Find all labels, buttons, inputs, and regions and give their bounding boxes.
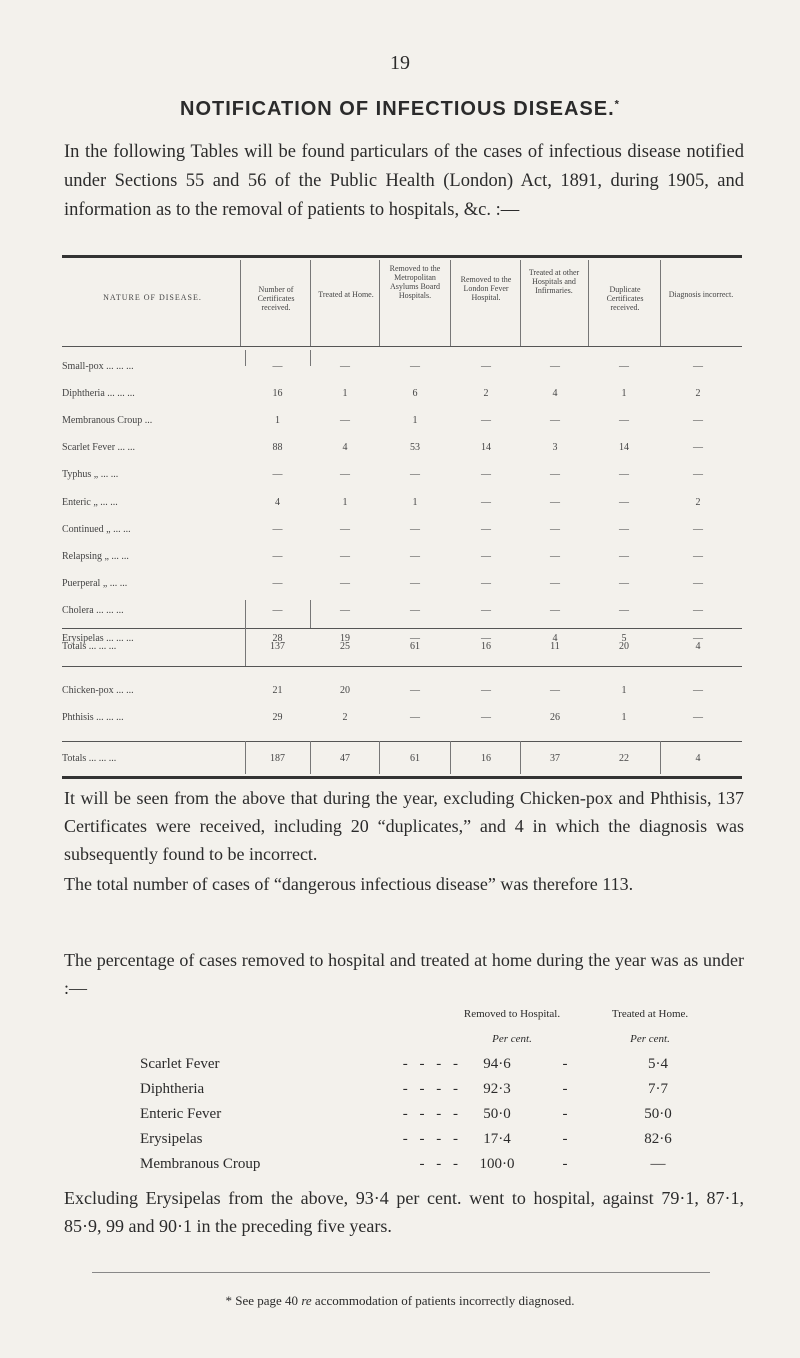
table-cell: — [693, 605, 703, 616]
col-divider [379, 260, 380, 346]
table-cell: — [410, 578, 420, 589]
table-cell: — [550, 361, 560, 372]
table-cell: — [340, 578, 350, 589]
home-value: — [650, 1156, 666, 1172]
table-cell: 28 [272, 633, 283, 644]
table-cell: 137 [270, 641, 285, 652]
table-cell: — [693, 712, 703, 723]
table-cell: — [481, 712, 491, 723]
table-cell: 1 [621, 712, 627, 723]
footnote-text-b: accommodation of patients incorrectly diagnosed. [314, 1293, 575, 1308]
table-cell: 22 [619, 753, 629, 764]
footnote-re: re [301, 1293, 312, 1308]
table-cell: 4 [552, 633, 558, 644]
table-cell: — [550, 415, 560, 426]
table-cell: — [340, 469, 350, 480]
totals-row [62, 641, 742, 661]
table-row [62, 442, 742, 462]
leader-dashes: - - - - [402, 1106, 462, 1122]
table-cell: — [550, 497, 560, 508]
header-nature: NATURE OF DISEASE. [103, 293, 202, 302]
table-cell: — [481, 415, 491, 426]
table-cell: 16 [481, 641, 491, 652]
table-row [62, 605, 742, 625]
table-cell: — [272, 551, 283, 562]
table-row [62, 388, 742, 408]
table-cell: 11 [550, 641, 560, 652]
page-number: 19 [390, 52, 410, 74]
table-cell: — [693, 633, 703, 644]
table-cell: 4 [275, 497, 280, 508]
header-bottom-rule [62, 346, 742, 347]
table-cell: 6 [412, 388, 418, 399]
removed-value: 100·0 [479, 1156, 515, 1172]
col-divider [588, 260, 589, 346]
table-cell: 61 [410, 753, 420, 764]
table-cell: — [410, 361, 420, 372]
table-cell: 1 [342, 388, 348, 399]
table-cell: 2 [483, 388, 489, 399]
disease-label: Erysipelas [140, 1131, 203, 1147]
table-cell: — [410, 551, 420, 562]
pct-head-home: Treated at Home. [611, 1008, 689, 1020]
table-cell: — [693, 524, 703, 535]
header-mab: Removed to the Metropolitan Asylums Board Hospitals. [389, 264, 441, 300]
table-cell: — [410, 605, 420, 616]
row-label: Totals ... ... ... [62, 753, 117, 764]
table-cell: — [410, 524, 420, 535]
table-cell: 21 [272, 685, 283, 696]
pct-sub-home: Per cent. [630, 1033, 670, 1045]
separator-dash: - [562, 1131, 568, 1147]
table-cell: 25 [340, 641, 350, 652]
totals-bottom-rule [62, 666, 742, 667]
table-row [62, 497, 742, 517]
table-cell: — [550, 524, 560, 535]
table-cell: 26 [550, 712, 560, 723]
home-value: 82·6 [644, 1131, 672, 1147]
table-cell: — [272, 469, 283, 480]
table-cell: — [481, 605, 491, 616]
table-cell: — [693, 442, 703, 453]
row-label: Relapsing „ ... ... [62, 551, 129, 562]
table-cell: — [481, 633, 491, 644]
table-cell: — [340, 524, 350, 535]
table-bottom-rule [62, 776, 742, 779]
row-label: Cholera ... ... ... [62, 605, 124, 616]
col-divider [660, 260, 661, 346]
table-cell: — [340, 415, 350, 426]
table-cell: — [550, 469, 560, 480]
table-cell: 37 [550, 753, 560, 764]
table-cell: — [619, 469, 629, 480]
table-cell: 53 [410, 442, 420, 453]
removed-value: 94·6 [483, 1056, 511, 1072]
header-other: Treated at other Hospitals and Infirmaries. [528, 268, 580, 295]
table-top-rule [62, 255, 742, 258]
row-label: Puerperal „ ... ... [62, 578, 128, 589]
table-row [62, 361, 742, 381]
table-cell: — [410, 469, 420, 480]
percentage-row [140, 1156, 740, 1180]
removed-value: 50·0 [483, 1106, 511, 1122]
row-label: Scarlet Fever ... ... [62, 442, 136, 453]
table-row [62, 551, 742, 571]
totals-row [62, 753, 742, 773]
footnote [0, 1293, 800, 1309]
table-cell: — [550, 685, 560, 696]
table-cell: — [410, 712, 420, 723]
disease-label: Diphtheria [140, 1081, 205, 1097]
table-cell: — [481, 578, 491, 589]
col-divider [310, 260, 311, 346]
table-cell: 1 [412, 415, 418, 426]
table-cell: 4 [552, 388, 558, 399]
table-row [62, 712, 742, 732]
table-cell: — [550, 578, 560, 589]
footnote-text-a: See page 40 [235, 1293, 299, 1308]
footnote-mark: * [225, 1293, 232, 1308]
table-cell: 1 [621, 388, 627, 399]
table-cell: — [272, 524, 283, 535]
removed-value: 17·4 [483, 1131, 511, 1147]
totals2-top-rule [62, 741, 742, 742]
table-cell: 14 [619, 442, 629, 453]
table-cell: 2 [342, 712, 348, 723]
intro-paragraph: In the following Tables will be found particulars of the cases of infectious disease notified under Sections 55 and 56 of the Public Health (London) Act, 1891, during 1905, and information as to the removal of patients to hospitals, &c. :— [64, 142, 744, 220]
leader-dashes: - - - - [402, 1081, 462, 1097]
table-row [62, 415, 742, 435]
conclusion-paragraph: Excluding Erysipelas from the above, 93·4 per cent. went to hospital, against 79·1, 87·1, 85·9, 99 and 90·1 in the preceding five years. [64, 1188, 744, 1236]
table-cell: 20 [619, 641, 629, 652]
table-cell: — [693, 685, 703, 696]
table-cell: — [272, 605, 283, 616]
page-title [0, 98, 800, 121]
table-cell: — [550, 551, 560, 562]
table-cell: — [272, 578, 283, 589]
disease-label: Scarlet Fever [140, 1056, 220, 1072]
row-label: Continued „ ... ... [62, 524, 131, 535]
col-divider [520, 260, 521, 346]
pct-sub-removed: Per cent. [492, 1033, 532, 1045]
separator-dash: - [562, 1056, 568, 1072]
separator-dash: - [562, 1156, 568, 1172]
separator-dash: - [562, 1106, 568, 1122]
summary-paragraph: It will be seen from the above that during the year, excluding Chicken-pox and Phthisis, 137 Certificates were received, including 20 “duplicates,” and 4 in which the diagnosis was subsequently found to be incorrect. [64, 788, 744, 864]
table-cell: — [481, 524, 491, 535]
row-label: Erysipelas ... ... ... [62, 633, 134, 644]
table-cell: 29 [272, 712, 283, 723]
table-cell: — [481, 551, 491, 562]
table-cell: — [340, 551, 350, 562]
table-cell: 1 [275, 415, 280, 426]
table-cell: — [481, 497, 491, 508]
table-cell: 16 [272, 388, 283, 399]
footnote-rule [92, 1272, 710, 1273]
table-cell: 2 [695, 388, 701, 399]
leader-dashes: - - - - [402, 1056, 462, 1072]
table-cell: 47 [340, 753, 350, 764]
pct-head-removed: Removed to Hospital. [463, 1008, 561, 1020]
col-divider [450, 260, 451, 346]
table-cell: — [410, 685, 420, 696]
removed-value: 92·3 [483, 1081, 511, 1097]
table-row [62, 469, 742, 489]
percentage-row [140, 1081, 740, 1105]
table-cell: 187 [270, 753, 285, 764]
title-footnote-mark: * [614, 98, 620, 111]
title-text: NOTIFICATION OF INFECTIOUS DISEASE. [180, 98, 615, 120]
table-cell: 2 [695, 497, 701, 508]
header-diagnosis: Diagnosis incorrect. [668, 290, 734, 299]
row-label: Membranous Croup ... [62, 415, 153, 426]
home-value: 5·4 [648, 1056, 668, 1072]
header-lfh: Removed to the London Fever Hospital. [460, 275, 512, 302]
leader-dashes: - - - - [402, 1131, 462, 1147]
percentage-row [140, 1106, 740, 1130]
table-cell: — [619, 497, 629, 508]
row-label: Small-pox ... ... ... [62, 361, 134, 372]
home-value: 7·7 [648, 1081, 668, 1097]
row-label: Phthisis ... ... ... [62, 712, 124, 723]
row-label: Typhus „ ... ... [62, 469, 119, 480]
table-cell: — [550, 605, 560, 616]
table-row [62, 685, 742, 705]
table-cell: — [619, 605, 629, 616]
totals-top-rule [62, 628, 742, 629]
table-cell: 4 [695, 641, 701, 652]
header-duplicate: Duplicate Certificates received. [606, 285, 644, 312]
table-cell: — [481, 361, 491, 372]
table-cell: 16 [481, 753, 491, 764]
row-label: Enteric „ ... ... [62, 497, 118, 508]
table-cell: 1 [621, 685, 627, 696]
table-row [62, 524, 742, 544]
leader-dashes: - - - [419, 1156, 462, 1172]
table-cell: — [693, 578, 703, 589]
table-cell: — [619, 361, 629, 372]
table-cell: — [481, 469, 491, 480]
table-cell: 1 [412, 497, 418, 508]
row-label: Totals ... ... ... [62, 641, 117, 652]
table-cell: — [272, 361, 283, 372]
table-cell: — [340, 361, 350, 372]
col-divider [240, 260, 241, 346]
total-paragraph: The total number of cases of “dangerous infectious disease” was therefore 113. [64, 874, 634, 894]
table-row [62, 578, 742, 598]
table-cell: 14 [481, 442, 491, 453]
table-cell: 4 [342, 442, 348, 453]
table-cell: — [693, 469, 703, 480]
table-cell: — [619, 578, 629, 589]
table-cell: 5 [621, 633, 627, 644]
table-cell: — [619, 415, 629, 426]
table-cell: 3 [552, 442, 558, 453]
table-cell: — [693, 361, 703, 372]
table-cell: — [693, 551, 703, 562]
separator-dash: - [562, 1081, 568, 1097]
table-cell: — [619, 524, 629, 535]
row-label: Diphtheria ... ... ... [62, 388, 135, 399]
disease-label: Enteric Fever [140, 1106, 222, 1122]
table-cell: 20 [340, 685, 350, 696]
table-cell: — [693, 415, 703, 426]
percentage-row [140, 1056, 740, 1080]
table-cell: 61 [410, 641, 420, 652]
table-cell: — [340, 605, 350, 616]
table-cell: 1 [342, 497, 348, 508]
header-certificates: Number of Certificates received. [257, 285, 295, 312]
disease-label: Membranous Croup [140, 1156, 261, 1172]
percentage-row [140, 1131, 740, 1155]
table-cell: 19 [340, 633, 350, 644]
table-cell: — [481, 685, 491, 696]
header-home: Treated at Home. [318, 290, 374, 299]
row-label: Chicken-pox ... ... [62, 685, 134, 696]
table-cell: 88 [272, 442, 283, 453]
percentage-intro: The percentage of cases removed to hospital and treated at home during the year was as under :— [64, 950, 744, 998]
table-cell: — [410, 633, 420, 644]
table-cell: — [619, 551, 629, 562]
home-value: 50·0 [644, 1106, 672, 1122]
table-cell: 4 [695, 753, 701, 764]
